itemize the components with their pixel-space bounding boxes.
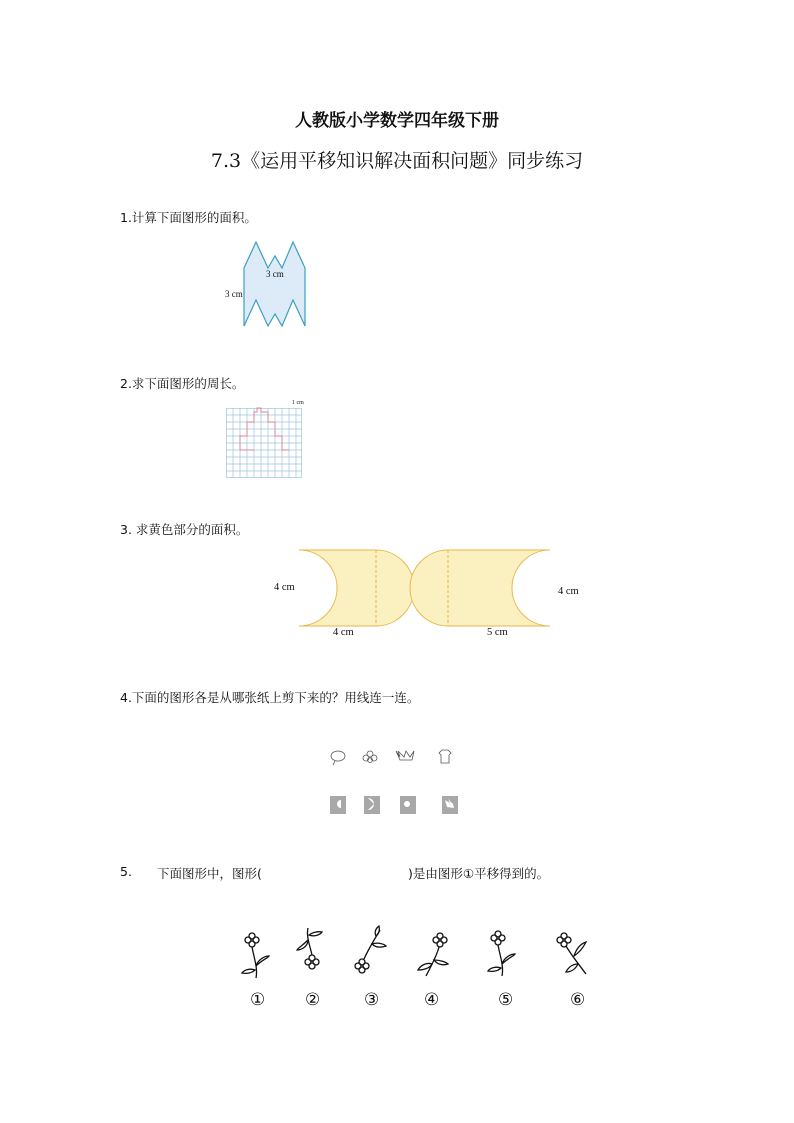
flower-label-5: ⑤ xyxy=(498,990,514,1010)
flower-label-3: ③ xyxy=(364,990,380,1010)
q3-right-shape xyxy=(410,550,555,628)
question-3-text: 3. 求黄色部分的面积。 xyxy=(120,522,249,537)
q3-left-shape xyxy=(299,550,419,628)
question-5-number: 5. xyxy=(120,864,132,879)
q2-unit-label: 1 cm xyxy=(292,400,304,406)
q3-left-width-label: 4 cm xyxy=(333,627,354,638)
flower-label-2: ② xyxy=(305,990,321,1010)
q3-right-height-label: 4 cm xyxy=(558,586,579,597)
flower-2 xyxy=(294,926,330,976)
q1-height-label: 3 cm xyxy=(225,289,243,299)
flower-5 xyxy=(484,928,520,978)
q5-answer-blank[interactable] xyxy=(278,862,406,880)
page-subtitle: 7.3《运用平移知识解决面积问题》同步练习 xyxy=(210,150,584,172)
question-4-text: 4.下面的图形各是从哪张纸上剪下来的？用线连一连。 xyxy=(120,690,420,705)
q4-cut-shapes-row xyxy=(328,747,463,767)
q4-paper-pieces-row xyxy=(328,794,463,816)
q1-width-label: 3 cm xyxy=(266,269,284,279)
q3-right-width-label: 5 cm xyxy=(487,627,508,638)
question-5-text-before: 下面图形中，图形( xyxy=(157,866,262,881)
page-title: 人教版小学数学四年级下册 xyxy=(295,111,499,131)
flower-label-6: ⑥ xyxy=(570,990,586,1010)
flower-1 xyxy=(238,930,274,980)
flower-4 xyxy=(412,930,452,980)
flower-3 xyxy=(350,926,390,976)
question-2-text: 2.求下面图形的周长。 xyxy=(120,376,245,391)
q1-figure xyxy=(244,240,306,328)
question-5-text-after: )是由图形①平移得到的。 xyxy=(408,866,550,881)
q3-left-height-label: 4 cm xyxy=(274,582,295,593)
flower-6 xyxy=(552,930,592,980)
flower-label-4: ④ xyxy=(424,990,440,1010)
flower-label-1: ① xyxy=(250,990,266,1010)
q2-grid-figure xyxy=(226,408,302,478)
question-1-text: 1.计算下面图形的面积。 xyxy=(120,210,257,225)
